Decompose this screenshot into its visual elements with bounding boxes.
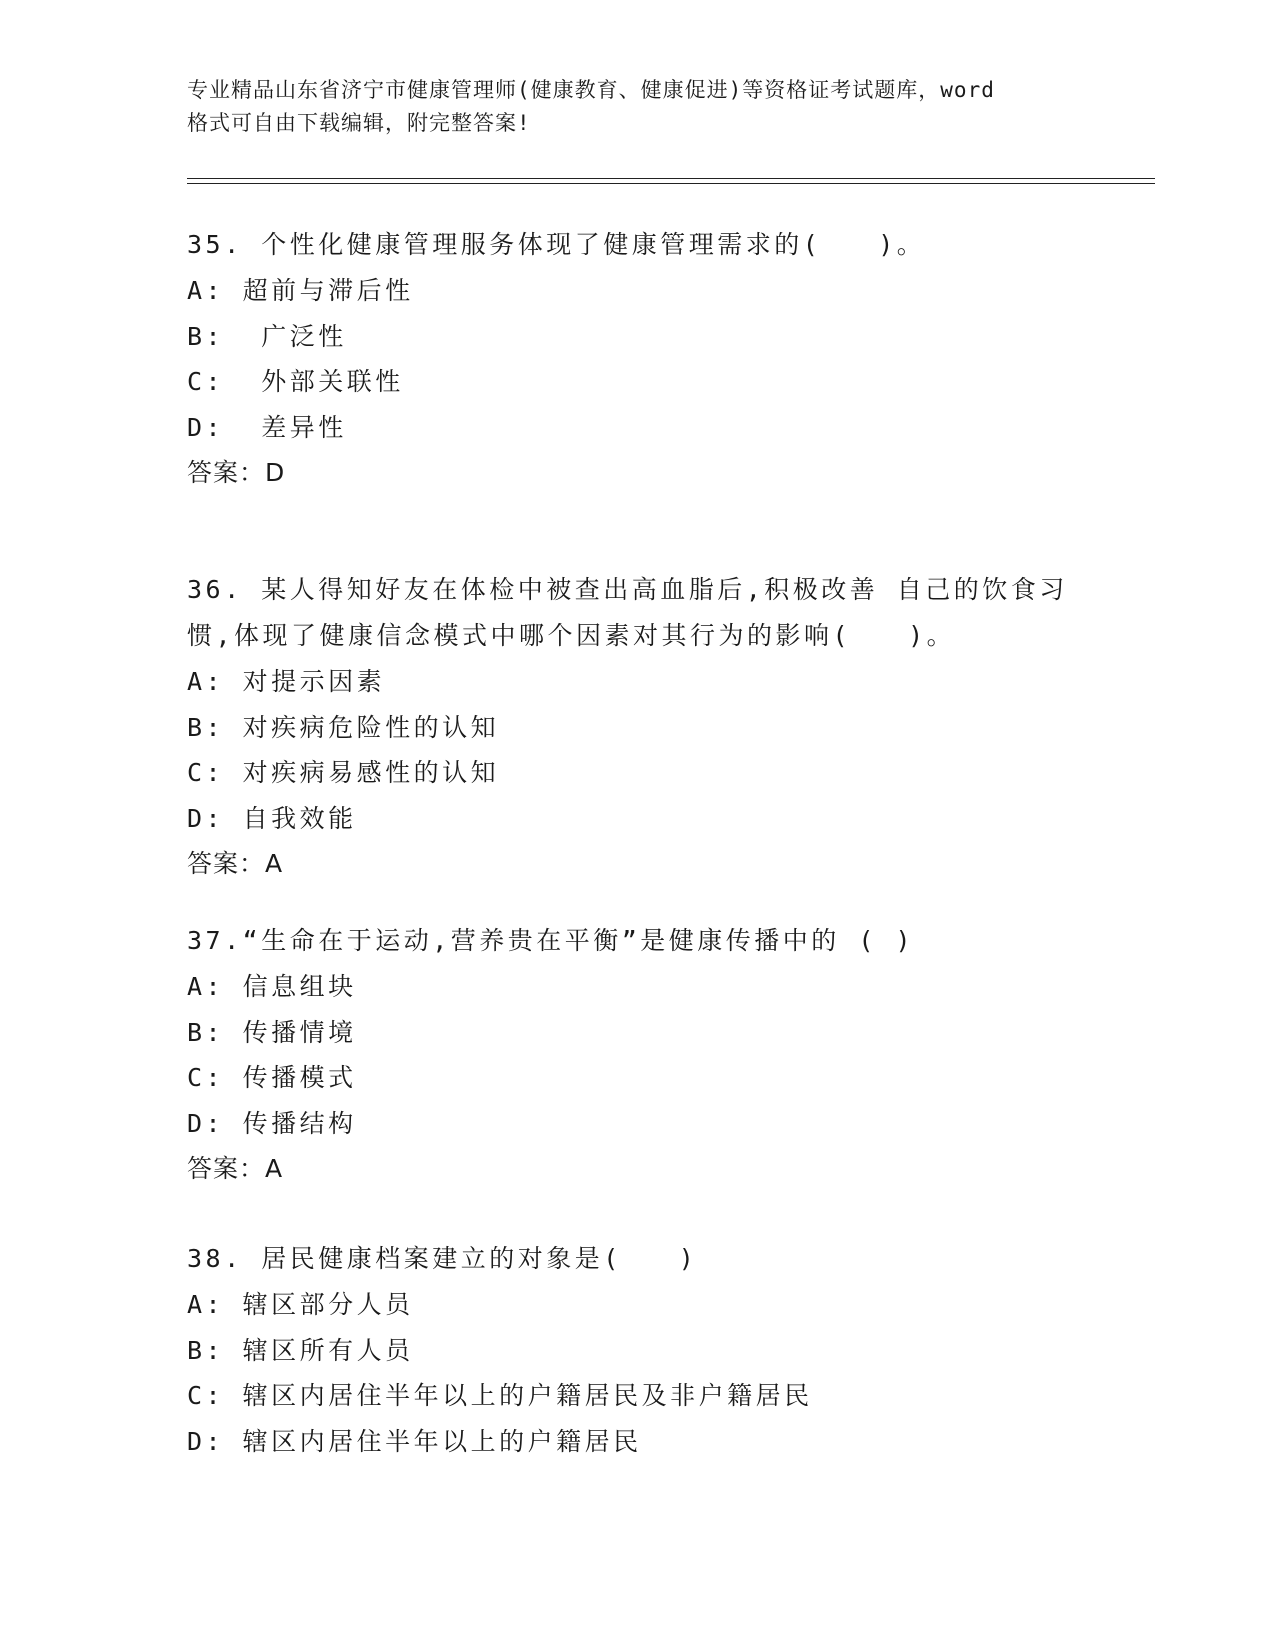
option-b: B: 传播情境 — [187, 1017, 357, 1047]
question-38 — [187, 1236, 1087, 1464]
answer: 答案：A — [187, 1154, 284, 1183]
question-37 — [187, 918, 1087, 1192]
question-stem: 38. 居民健康档案建立的对象是( ) — [187, 1244, 698, 1273]
header-line-2: 格式可自由下载编辑，附完整答案! — [187, 111, 531, 135]
header-line-1: 专业精品山东省济宁市健康管理师(健康教育、健康促进)等资格证考试题库，word — [187, 78, 995, 102]
option-a: A: 辖区部分人员 — [187, 1290, 414, 1319]
option-c: C: 对疾病易感性的认知 — [187, 758, 500, 787]
option-c: C: 辖区内居住半年以上的户籍居民及非户籍居民 — [187, 1381, 813, 1410]
option-a: A: 对提示因素 — [187, 667, 386, 696]
option-b: B: 对疾病危险性的认知 — [187, 712, 500, 742]
header-rule-bottom — [187, 183, 1155, 184]
option-d: D: 辖区内居住半年以上的户籍居民 — [187, 1426, 642, 1456]
option-a: A: 超前与滞后性 — [187, 276, 414, 305]
option-d: D: 差异性 — [187, 412, 347, 442]
option-d: D: 传播结构 — [187, 1108, 357, 1138]
question-36 — [187, 567, 1087, 887]
question-stem-line-2: 惯,体现了健康信念模式中哪个因素对其行为的影响( )。 — [187, 621, 956, 650]
answer: 答案：A — [187, 849, 284, 878]
header-rule-top — [187, 178, 1155, 179]
option-d: D: 自我效能 — [187, 803, 357, 833]
page-header — [187, 74, 1087, 140]
question-stem: 37.“生命在于运动,营养贵在平衡”是健康传播中的 ( ) — [187, 926, 915, 955]
option-a: A: 信息组块 — [187, 972, 357, 1001]
option-b: B: 辖区所有人员 — [187, 1335, 414, 1365]
question-stem: 35. 个性化健康管理服务体现了健康管理需求的( )。 — [187, 230, 926, 259]
option-b: B: 广泛性 — [187, 321, 347, 351]
question-stem-line-1: 36. 某人得知好友在体检中被查出高血脂后,积极改善 自己的饮食习 — [187, 575, 1068, 604]
question-35 — [187, 222, 1087, 496]
answer: 答案：D — [187, 458, 286, 487]
option-c: C: 外部关联性 — [187, 367, 404, 396]
option-c: C: 传播模式 — [187, 1063, 357, 1092]
